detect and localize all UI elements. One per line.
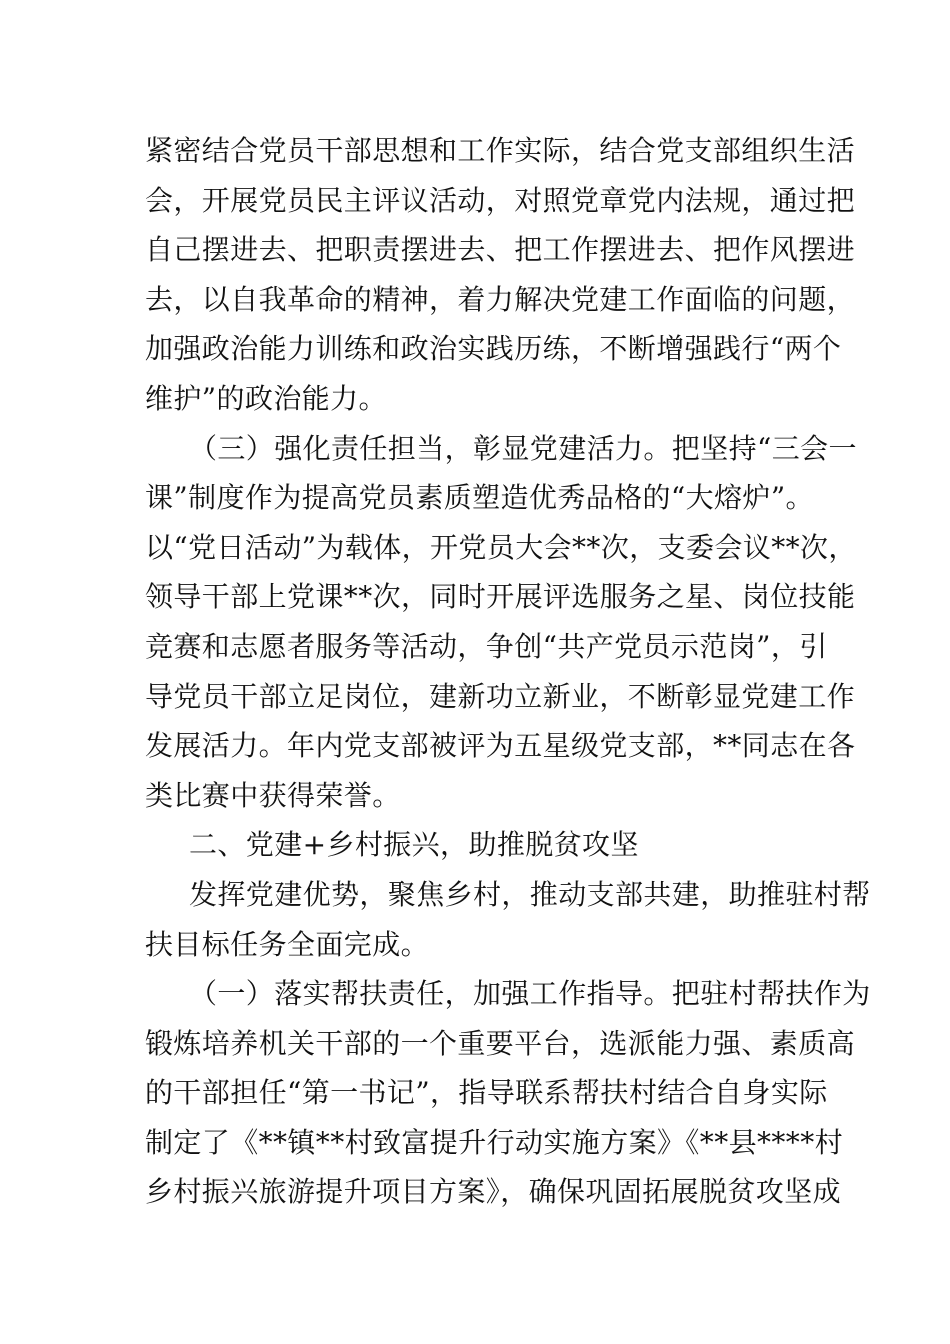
paragraph-line: 锻炼培养机关干部的一个重要平台，选派能力强、素质高 [145, 1026, 856, 1060]
paragraph-line: 竞赛和志愿者服务等活动，争创“共产党员示范岗”，引 [145, 629, 828, 663]
paragraph-line: 课”制度作为提高党员素质塑造优秀品格的“大熔炉”。 [145, 481, 814, 515]
document-body [145, 126, 871, 1217]
paragraph-line: 类比赛中获得荣誉。 [145, 778, 401, 812]
section-heading: 二、党建+乡村振兴，助推脱贫攻坚 [189, 828, 639, 862]
paragraph-line: 制定了《**镇**村致富提升行动实施方案》《**县****村 [145, 1125, 844, 1159]
paragraph-line: 加强政治能力训练和政治实践历练，不断增强践行“两个 [145, 332, 842, 366]
paragraph-line: 紧密结合党员干部思想和工作实际，结合党支部组织生活 [145, 134, 856, 167]
subsection-heading-line: （一）落实帮扶责任，加强工作指导。把驻村帮扶作为 [189, 977, 871, 1011]
paragraph-line: 以“党日活动”为载体，开党员大会**次，支委会议**次， [145, 530, 857, 564]
paragraph-line: 乡村振兴旅游提升项目方案》，确保巩固拓展脱贫攻坚成 [145, 1175, 842, 1209]
paragraph-line: 去，以自我革命的精神，着力解决党建工作面临的问题， [145, 282, 856, 316]
paragraph-line: 发挥党建优势，聚焦乡村，推动支部共建，助推驻村帮 [189, 877, 871, 911]
subsection-heading-line: （三）强化责任担当，彰显党建活力。把坚持“三会一 [189, 431, 857, 465]
paragraph-line: 扶目标任务全面完成。 [145, 927, 430, 961]
paragraph-line: 的干部担任“第一书记”，指导联系帮扶村结合自身实际 [145, 1076, 828, 1110]
paragraph-line: 导党员干部立足岗位，建新功立新业，不断彰显党建工作 [145, 679, 856, 713]
paragraph-line: 自己摆进去、把职责摆进去、把工作摆进去、把作风摆进 [145, 233, 856, 267]
paragraph-line: 发展活力。年内党支部被评为五星级党支部，**同志在各 [145, 729, 856, 763]
paragraph-line: 领导干部上党课**次，同时开展评选服务之星、岗位技能 [145, 580, 856, 614]
paragraph-line: 维护”的政治能力。 [145, 381, 387, 415]
paragraph-line: 会，开展党员民主评议活动，对照党章党内法规，通过把 [145, 183, 856, 217]
